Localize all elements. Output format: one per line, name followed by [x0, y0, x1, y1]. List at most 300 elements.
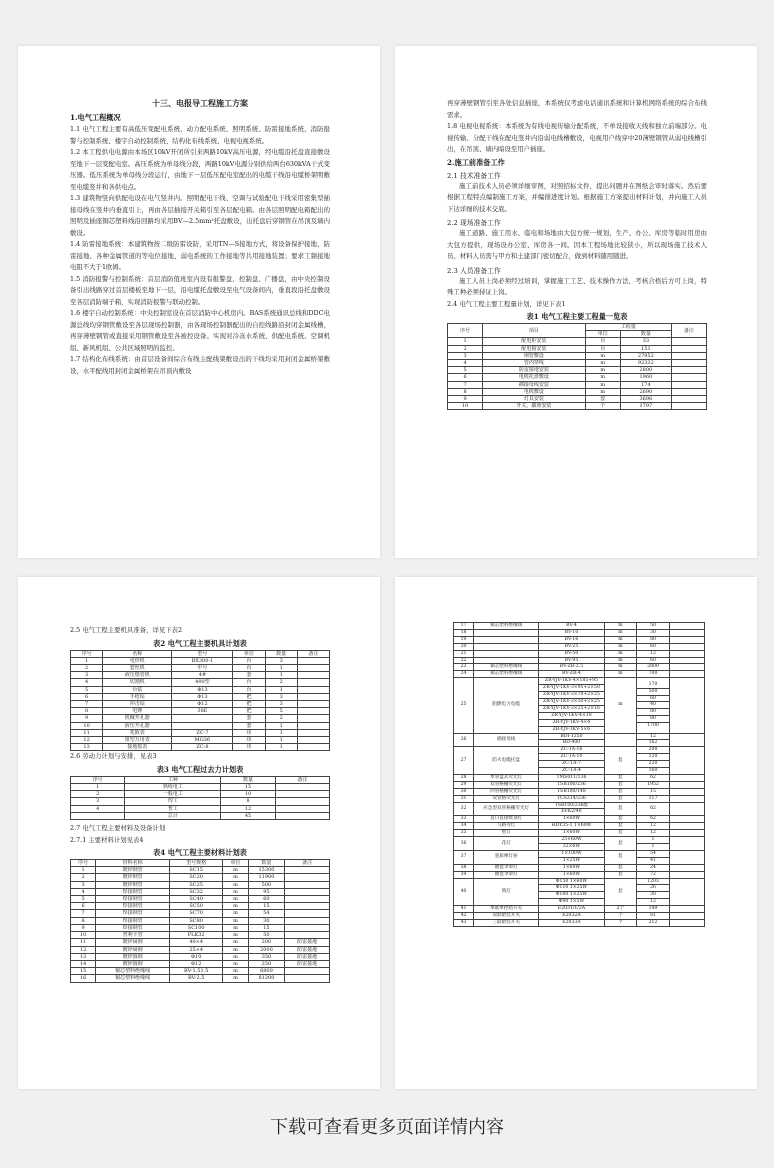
table-cell: 4 [71, 805, 125, 812]
table-cell: 1 [265, 722, 297, 729]
table-row [454, 816, 705, 823]
table-subheader: 单位 [585, 331, 620, 338]
table-cell: 中号 [172, 664, 233, 671]
table-cell: 台 [233, 679, 265, 686]
table-cell: m [223, 960, 248, 967]
table-cell: 6800 [248, 968, 285, 975]
table-cell: 400型 [172, 679, 233, 686]
subsection-heading: 2.1 技术准备工作 [447, 171, 501, 180]
table-cell: 筒灯 [474, 878, 539, 906]
paragraph: 施工前技术人员必须详细审图，对照招标文件，提出问题并在图纸会审时落实。然后要根据工程特点编制施工方案，并编排进度计划。根据施工方案提出材料计划，并向施工人员下达详细的技术交底。 [447, 181, 707, 213]
table-cell: 防火电缆托盘 [474, 747, 539, 775]
table-cell-line: ZR-YJV-1KV-4×185+95 [539, 678, 603, 685]
table-row [71, 917, 330, 924]
table-cell: 7 [71, 700, 103, 707]
table-cell: 9 [71, 715, 103, 722]
table-cell: 24 [454, 671, 474, 678]
table-cell: 15 [248, 924, 285, 931]
table-row [454, 878, 705, 906]
table-cell [285, 881, 330, 888]
table-row [71, 960, 330, 967]
table-header: 备注 [297, 650, 329, 657]
table-cell: 焊工 [125, 798, 221, 805]
table-cell: 9 [448, 396, 483, 403]
table-cell: 配电柜安装 [483, 338, 586, 345]
table-cell: 液压煨管机 [103, 672, 172, 679]
table-cell: 1×60W [539, 816, 604, 823]
table-cell: BV-16 [539, 636, 604, 643]
table-cell: TMS011/136 [539, 774, 604, 781]
table-cell: 3698 [620, 396, 671, 403]
table-row [71, 874, 330, 881]
table-cell: 开关、插座安装 [483, 403, 586, 410]
table-cell-empty [669, 629, 704, 636]
table-cell: 2 [265, 715, 297, 722]
table-cell: 套 [604, 830, 637, 837]
table-row [71, 812, 330, 819]
table-cell-line: Φ110 1×25W [539, 885, 603, 892]
table-cell-empty [671, 374, 706, 381]
table-row [71, 910, 330, 917]
table-cell [285, 903, 330, 910]
table-cell-empty [669, 871, 704, 878]
table-cell: 2800 [637, 664, 670, 671]
table-cell: 焊接钢管 [96, 924, 170, 931]
table-cell [474, 643, 539, 650]
table-cell: 三联暗装开关 [474, 919, 539, 926]
table-cell-empty [297, 722, 329, 729]
table-cell: 36 [454, 837, 474, 851]
table-cell-empty [669, 733, 704, 747]
table-cell: 把 [233, 708, 265, 715]
table-cell: 1 [71, 657, 103, 664]
table-cell: 铜芯塑料绝缘线 [474, 623, 539, 630]
table-cell: 铜芯塑料绝缘线 [96, 968, 170, 975]
table-caption: 表3 电气工程过去力计划表 [156, 764, 244, 774]
table-cell: 电焊机 [103, 657, 172, 664]
table-cell: 单管盘式荧光灯 [474, 774, 539, 781]
table-cell: 40×4 [170, 939, 223, 946]
table-row [71, 686, 330, 693]
table-cell-stack [539, 850, 604, 864]
table-cell: m [223, 946, 248, 953]
table-cell [285, 874, 330, 881]
table-cell: 350 [248, 953, 285, 960]
table-cell: 应急型双管格栅荧光灯 [474, 802, 539, 816]
table-row [71, 896, 330, 903]
table-cell: Φ10 [170, 953, 223, 960]
table-cell-empty [275, 805, 329, 812]
table-cell-empty [669, 837, 704, 851]
table-cell-empty [297, 736, 329, 743]
table-cell: 套 [604, 823, 637, 830]
table-header: 名称 [103, 650, 172, 657]
table-cell: 套 [233, 715, 265, 722]
table-cell: 7 [448, 381, 483, 388]
table-cell: 13 [71, 953, 96, 960]
table-cell: 镀锌扁钢 [96, 939, 170, 946]
table-cell: 8 [221, 798, 275, 805]
table-cell-line: ZR-YJV-1KV-4×10 [539, 713, 603, 720]
table-cell-line: Φ90 1×5W [558, 899, 585, 905]
paragraph: 1.6 楼宇自动控制系统：中央控制室设在首层消防中心机房内。BAS系统通讯总线和DDC电源总线均穿钢管敷设至各层现场控制器，由各现场控制器配出的自控线路沿封闭金属线槽，再穿薄壁钢管或直接采用钢管敷设至各被控设备。实现对冷冻水系统、供配电系统、空调机组、新风机组、公共区域照明的监控。 [70, 309, 330, 352]
table-cell: 39 [454, 871, 474, 878]
table-cell: 熟练电工 [125, 784, 221, 791]
table-cell: 焊接钢管 [96, 917, 170, 924]
table-cell-empty [671, 352, 706, 359]
table-cell [285, 932, 330, 939]
table-cell: 45 [221, 812, 275, 819]
table-row [454, 664, 705, 671]
table-cell-empty [297, 693, 329, 700]
table-cell-empty [275, 791, 329, 798]
table-row [71, 672, 330, 679]
table-cell: 个 [604, 919, 637, 926]
table-header: 备注 [671, 324, 706, 338]
table-cell: 1960 [620, 374, 671, 381]
table-cell: BV-50 [539, 650, 604, 657]
table-cell [285, 867, 330, 874]
table-row [454, 671, 705, 678]
table-row [71, 939, 330, 946]
table-cell: 4 [71, 679, 103, 686]
table-header: 序号 [448, 324, 483, 338]
table-header: 数量 [265, 650, 297, 657]
table-cell: m [604, 650, 637, 657]
table-cell-empty [669, 636, 704, 643]
table-cell: 25 [454, 678, 474, 733]
table-row [71, 903, 330, 910]
table-cell-empty [669, 678, 704, 733]
table-cell: 1 [265, 744, 297, 751]
table-cell: 壁灯 [474, 830, 539, 837]
table-cell: 27952 [620, 352, 671, 359]
table-cell-line: 200 [637, 747, 669, 754]
table-cell-empty [671, 396, 706, 403]
table-header: 型号 [172, 650, 233, 657]
table-row [71, 805, 330, 812]
table-header: 工种 [125, 776, 221, 783]
table-cell: 6 [448, 374, 483, 381]
table-cell: 12 [71, 736, 103, 743]
table-row [448, 360, 707, 367]
table-cell: 60 [637, 657, 670, 664]
table-caption: 表1 电气工程主要工程量一览表 [526, 312, 628, 321]
table-row [71, 791, 330, 798]
table-cell: 1 [265, 729, 297, 736]
table-cell: 配电箱安装 [483, 345, 586, 352]
table-cell-empty [671, 388, 706, 395]
table-cell: 防雷接地 [285, 960, 330, 967]
table-row [448, 388, 707, 395]
table-cell: 2 [71, 874, 96, 881]
table-row [71, 744, 330, 751]
table-row [448, 374, 707, 381]
table-cell: 电缆托盘敷设 [483, 374, 586, 381]
table-cell-empty [669, 788, 704, 795]
table-cell-line: 54 [637, 851, 669, 858]
table-cell-line: 30 [637, 892, 669, 899]
table-cell: m [223, 888, 248, 895]
table-cell-stack [637, 733, 670, 747]
table-cell: 套 [233, 672, 265, 679]
table-cell: 套 [604, 837, 637, 851]
table-cell: 镀锌扁钢 [96, 946, 170, 953]
table-cell: 4 [71, 888, 96, 895]
table-row [71, 657, 330, 664]
table-cell: 冲击钻 [103, 700, 172, 707]
table-cell: E2031/1/2A [539, 906, 604, 913]
table-cell: 37 [454, 850, 474, 864]
table-cell: 38E [172, 708, 233, 715]
table-cell: 套 [604, 788, 637, 795]
paragraph: 2.7 电气工程主要材料及设备计划 [70, 824, 166, 833]
table-row [71, 693, 330, 700]
table-cell: 焊接钢管 [96, 910, 170, 917]
table-cell: 套丝机 [103, 664, 172, 671]
table-cell: 镀锌钢管 [96, 867, 170, 874]
table-header: 序号 [71, 860, 96, 867]
table-cell: 钢管敷设 [483, 352, 586, 359]
table-cell-empty [669, 913, 704, 920]
table-cell: Φ13 [172, 693, 233, 700]
table-cell: SC80 [170, 917, 223, 924]
table-cell: SC100 [170, 924, 223, 931]
table-cell [474, 657, 539, 664]
table-cell: 套 [604, 850, 637, 864]
table-cell: 4 [448, 360, 483, 367]
table-row [71, 975, 330, 982]
paragraph: 2.4 电气工程主要工程量计划，详见下表1 [447, 299, 566, 308]
document-page-2 [395, 46, 757, 558]
table-header: 单位 [233, 650, 265, 657]
table-cell: 200 [248, 939, 285, 946]
table-cell: 8 [71, 708, 103, 715]
table-cell [285, 888, 330, 895]
table-cell: 套 [604, 747, 637, 775]
table-cell: 3 [265, 693, 297, 700]
table-cell-line: 1 [637, 837, 669, 844]
table-cell: 5 [265, 708, 297, 715]
table-cell: BV-ZR-4 [539, 671, 604, 678]
table-cell: TCS314/236 [539, 795, 604, 802]
table-row [448, 338, 707, 345]
table-cell: 15 [248, 903, 285, 910]
table-cell: m [604, 657, 637, 664]
table-cell: 12 [71, 946, 96, 953]
table-cell: 23 [454, 664, 474, 671]
table-cell-line: 40 [637, 702, 669, 709]
table-row [71, 968, 330, 975]
table-cell-stack [539, 678, 604, 733]
table-row [454, 781, 705, 788]
table-row [454, 906, 705, 913]
table-cell: 个 [604, 913, 637, 920]
table-cell: 212 [637, 919, 670, 926]
table-cell: 500 [248, 881, 285, 888]
table-cell: m [585, 388, 620, 395]
table-cell: 32 [454, 802, 474, 816]
table-row [454, 871, 705, 878]
table-cell: 1 [448, 338, 483, 345]
table-cell: 2 [265, 679, 297, 686]
table-cell: 700 [637, 671, 670, 678]
paragraph: 2.7.1 主要材料计划见表4 [70, 835, 144, 844]
table-cell: 块 [233, 744, 265, 751]
table-cell-empty [669, 747, 704, 775]
table-cell: TSB100/148 [539, 788, 604, 795]
table-cell: 3 [71, 881, 96, 888]
paragraph: 1.2 本工程供电电源由本场区10kV开闭所引来两路10kV高压电源，经电缆沿托盘直接敷设至地下一层变配电室。高压系统为单母线分段，两路10kV电源分别供给两台630kVA干式变压器。低压系统为单母线分段运行，由地下一层低压配电室配出的电缆干线沿电缆桥架明敷至电缆竖井和各供电点。 [70, 148, 330, 191]
table-cell-empty [669, 864, 704, 871]
table-row [448, 396, 707, 403]
table-cell: 机械开孔器 [103, 715, 172, 722]
table-cell: 50 [637, 623, 670, 630]
table-cell-line: 160 [648, 768, 658, 774]
table-header: 序号 [71, 650, 103, 657]
table-cell: 防雷接地 [285, 953, 330, 960]
table-cell: 铜芯塑料绝缘线 [474, 664, 539, 671]
table-cell: m [585, 352, 620, 359]
table-row [71, 700, 330, 707]
table-row [71, 722, 330, 729]
download-prompt: 下载可查看更多页面详情内容 [270, 1117, 504, 1138]
table-cell: 10 [448, 403, 483, 410]
table-cell-empty [669, 816, 704, 823]
table-cell: 套 [604, 802, 637, 816]
table-cell: 防雷接地 [285, 939, 330, 946]
table-cell: m [223, 917, 248, 924]
table-cell: 3 [265, 657, 297, 664]
table-cell: MG36 [172, 736, 233, 743]
table-row [71, 881, 330, 888]
table-cell: 40 [454, 878, 474, 906]
table-cell: 四管格栅荧光灯 [474, 788, 539, 795]
table-cell-line: EFK2/40 [561, 809, 582, 815]
section-heading: 1.电气工程概况 [70, 113, 121, 122]
table-cell: 普工 [125, 805, 221, 812]
table-cell-empty [275, 798, 329, 805]
table-cell: 62 [637, 816, 670, 823]
table-cell: 8 [71, 917, 96, 924]
table-cell: m [585, 360, 620, 367]
table-cell: 焊接钢管 [96, 903, 170, 910]
table-row [454, 636, 705, 643]
table-row [448, 345, 707, 352]
table-cell-empty [671, 345, 706, 352]
paragraph: 1.5 消防报警与控制系统：首层消防值班室内设有报警盘、控制盘、广播盘，由中央控制设备引出线路穿过首层楼板至地下一层，沿电缆托盘敷设至电气设备间内，垂直段沿托盘敷设至各层消防端子箱，实现消防报警与联动控制。 [70, 274, 330, 306]
paragraph: 2.5 电气工程主要机具准备，详见下表2 [70, 626, 183, 634]
table-cell: 30 [454, 788, 474, 795]
table-row [454, 795, 705, 802]
table-cell: 台 [585, 338, 620, 345]
table-cell-empty [669, 878, 704, 906]
paragraph: 1.3 建筑物竖向供配电设在电气竖井内。照明配电干线、空调与试验配电干线采用密集型插接母线在竖井内垂直引上，再由各层插接开关箱引至各层配电箱。由各层照明配电箱配出的照明及插座铜芯塑料线沿回路均采用BV—2.5mm²托盘敷设，出托盘后穿钢管在吊顶及墙内敷设。 [70, 194, 330, 237]
table-cell-line: ZR-YJV-1KV-4×4 [539, 720, 603, 727]
table-cell-stack [637, 747, 670, 775]
table-cell: m [223, 939, 248, 946]
equipment-table [70, 650, 330, 752]
table-cell-line: 12 [637, 734, 669, 741]
table-cell [172, 715, 233, 722]
table-cell-empty [669, 795, 704, 802]
table-cell: PLK32 [170, 932, 223, 939]
table-cell-line: 500 [637, 689, 669, 696]
table-cell-line: TSB100/236配 [539, 803, 603, 810]
table-cell: E2033A [539, 919, 604, 926]
table-cell-empty [275, 812, 329, 819]
table-cell-empty [297, 686, 329, 693]
table-cell: 套 [585, 396, 620, 403]
table-cell: 30 [637, 629, 670, 636]
table-cell-line: 1203 [637, 879, 669, 886]
table-header: 序号 [71, 776, 125, 783]
table-cell: 钳型万用表 [103, 736, 172, 743]
table-row [71, 715, 330, 722]
table-cell-empty [671, 367, 706, 374]
table-cell-line: Φ100 1×25W [539, 892, 603, 899]
table-cell: SC15 [170, 867, 223, 874]
table-cell-empty [297, 729, 329, 736]
table-cell: HDY35-1 1×60W [539, 823, 604, 830]
table-cell: 手枪钻 [103, 693, 172, 700]
table-cell: 铜芯塑料绝缘线 [96, 975, 170, 982]
table-cell: Φ13 [172, 686, 233, 693]
table-cell: m [585, 381, 620, 388]
table-cell-empty [275, 784, 329, 791]
table-cell: 阻燃电力电缆 [474, 678, 539, 733]
table-cell-line: BDI-1250 [539, 734, 603, 741]
table-cell [172, 722, 233, 729]
table-cell-line: 25×60W [539, 837, 603, 844]
table-cell-empty [669, 643, 704, 650]
table-row [71, 888, 330, 895]
table-row [454, 802, 705, 816]
table-cell: 17 [454, 623, 474, 630]
table-cell [474, 650, 539, 657]
table-cell: 铜芯塑料绝缘线 [474, 671, 539, 678]
table-cell-line: ZR-YJV-1KV-3×25+2×16 [539, 706, 603, 713]
table-cell-empty [671, 381, 706, 388]
table-cell-empty [669, 781, 704, 788]
table-cell: 80 [637, 636, 670, 643]
table-cell: SC20 [170, 874, 223, 881]
table-cell: SC25 [170, 881, 223, 888]
table-row [448, 367, 707, 374]
table-cell: 11900 [248, 874, 285, 881]
table-cell: 2 [71, 791, 125, 798]
table-cell: m [604, 636, 637, 643]
table-cell: m [223, 874, 248, 881]
table-cell: 瓷质裸灯座 [474, 850, 539, 864]
table-cell-empty [297, 664, 329, 671]
table-cell: 马路弯灯 [474, 823, 539, 830]
table-row [71, 736, 330, 743]
table-cell: 台钻 [103, 686, 172, 693]
table-cell-line: ZR-YJV-1KV-3×70+2×25 [539, 692, 603, 699]
table-cell: 1 [71, 867, 96, 874]
table-row [454, 623, 705, 630]
table-cell: 切割机 [103, 679, 172, 686]
table-cell: 21 [454, 650, 474, 657]
table-cell: m [223, 910, 248, 917]
table-cell: 1 [71, 784, 125, 791]
table-cell: 50 [248, 932, 285, 939]
table-cell: 4# [172, 672, 233, 679]
table-cell-line: 60 [637, 696, 669, 703]
table-cell-empty [669, 657, 704, 664]
document-page-3 [18, 577, 380, 1089]
